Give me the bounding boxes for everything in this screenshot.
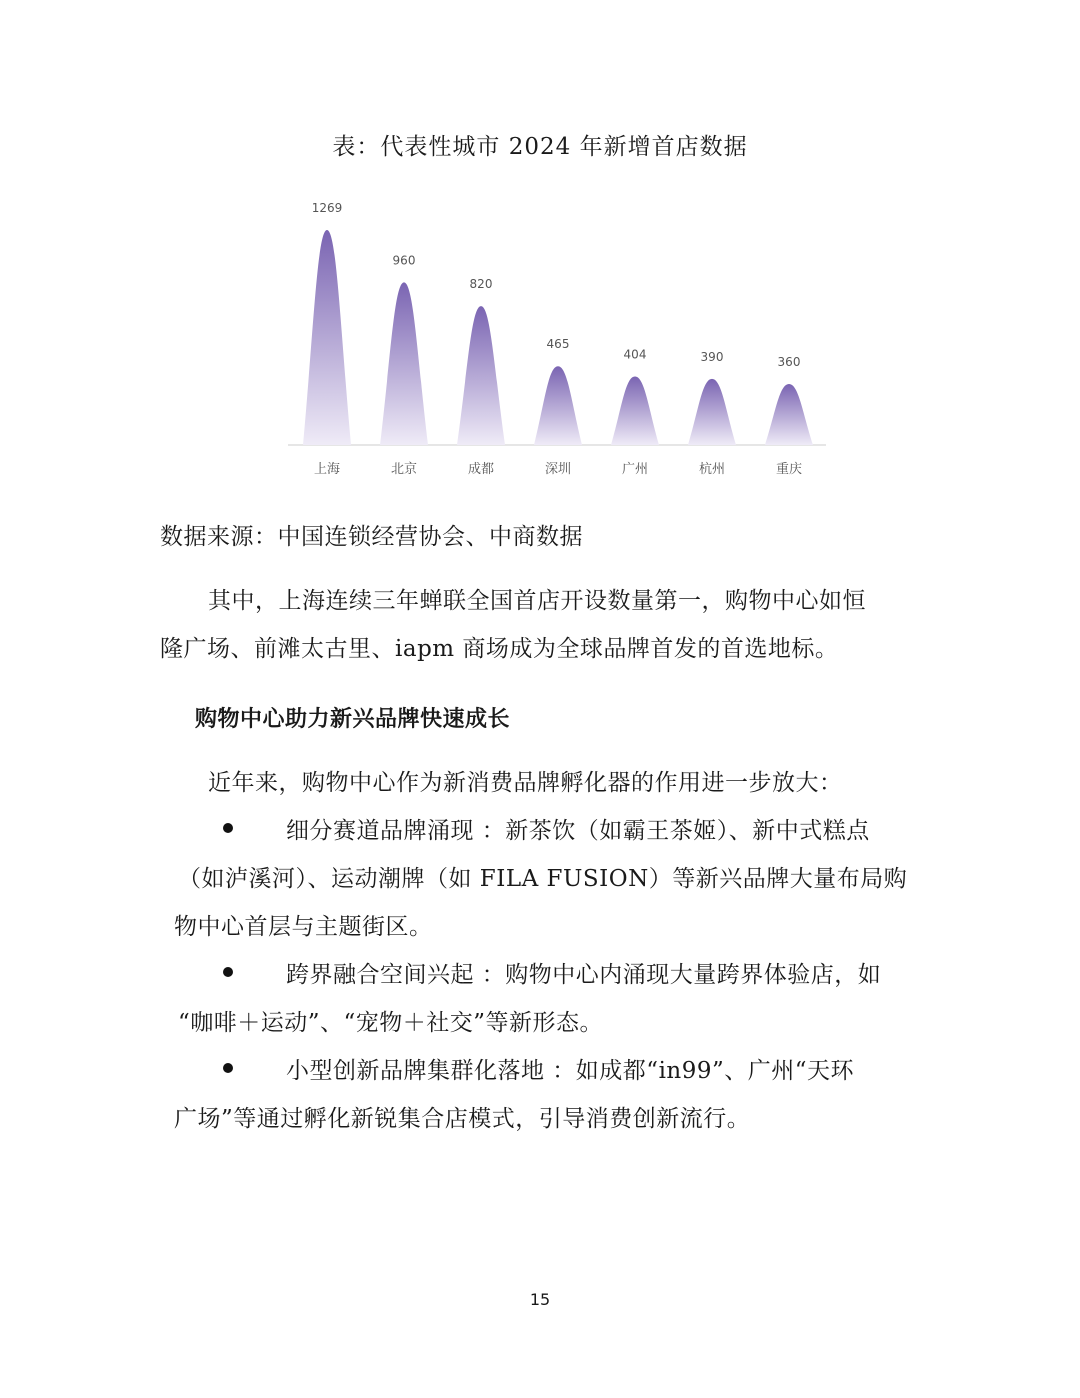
category-label: 重庆 bbox=[775, 462, 803, 477]
chart bbox=[280, 192, 840, 492]
paragraph-line: 近年来，购物中心作为新消费品牌孵化器的作用进一步放大： bbox=[208, 770, 843, 796]
bullet-icon bbox=[223, 823, 233, 833]
chart-title: 表：代表性城市 2024 年新增首店数据 bbox=[332, 134, 748, 160]
list-item-line: 物中心首层与主题街区。 bbox=[174, 914, 433, 940]
data-source: 数据来源：中国连锁经营协会、中商数据 bbox=[160, 524, 583, 550]
list-item-line: 小型创新品牌集群化落地 ：如成都“in99”、广州“天环 bbox=[286, 1058, 855, 1084]
chart-bar bbox=[457, 306, 505, 445]
category-label: 北京 bbox=[390, 462, 418, 477]
list-item-line: （如泸溪河）、运动潮牌（如 FILA FUSION）等新兴品牌大量布局购 bbox=[178, 866, 908, 892]
chart-bar bbox=[534, 366, 582, 445]
category-label: 深圳 bbox=[544, 462, 572, 477]
chart-bar bbox=[380, 282, 428, 445]
chart-bar bbox=[765, 384, 813, 445]
list-item-line: 跨界融合空间兴起 ：购物中心内涌现大量跨界体验店，如 bbox=[286, 962, 882, 988]
chart-bar bbox=[303, 230, 351, 445]
list-item-line: 广场”等通过孵化新锐集合店模式，引导消费创新流行。 bbox=[174, 1106, 751, 1132]
category-label: 成都 bbox=[467, 462, 495, 477]
list-item-line: “咖啡＋运动”、“宠物＋社交”等新形态。 bbox=[178, 1010, 604, 1036]
paragraph-line: 隆广场、前滩太古里、iapm 商场成为全球品牌首发的首选地标。 bbox=[160, 636, 839, 662]
category-label: 杭州 bbox=[698, 462, 726, 477]
bullet-icon bbox=[223, 967, 233, 977]
category-label: 广州 bbox=[621, 462, 649, 477]
data-label: 390 bbox=[700, 349, 724, 364]
data-label: 1269 bbox=[311, 201, 343, 215]
data-label: 960 bbox=[392, 253, 416, 268]
category-label: 上海 bbox=[313, 462, 341, 477]
data-label: 404 bbox=[623, 347, 647, 362]
paragraph-line: 其中，上海连续三年蝉联全国首店开设数量第一，购物中心如恒 bbox=[208, 588, 866, 614]
data-label: 360 bbox=[777, 355, 801, 370]
list-item-line: 细分赛道品牌涌现 ：新茶饮（如霸王茶姬）、新中式糕点 bbox=[286, 818, 870, 844]
data-label: 820 bbox=[469, 277, 493, 292]
bullet-icon bbox=[223, 1063, 233, 1073]
chart-bar bbox=[688, 379, 736, 445]
data-label: 465 bbox=[546, 337, 570, 352]
chart-bar bbox=[611, 377, 659, 445]
section-heading: 购物中心助力新兴品牌快速成长 bbox=[195, 707, 511, 732]
page-number: 15 bbox=[529, 1290, 551, 1309]
